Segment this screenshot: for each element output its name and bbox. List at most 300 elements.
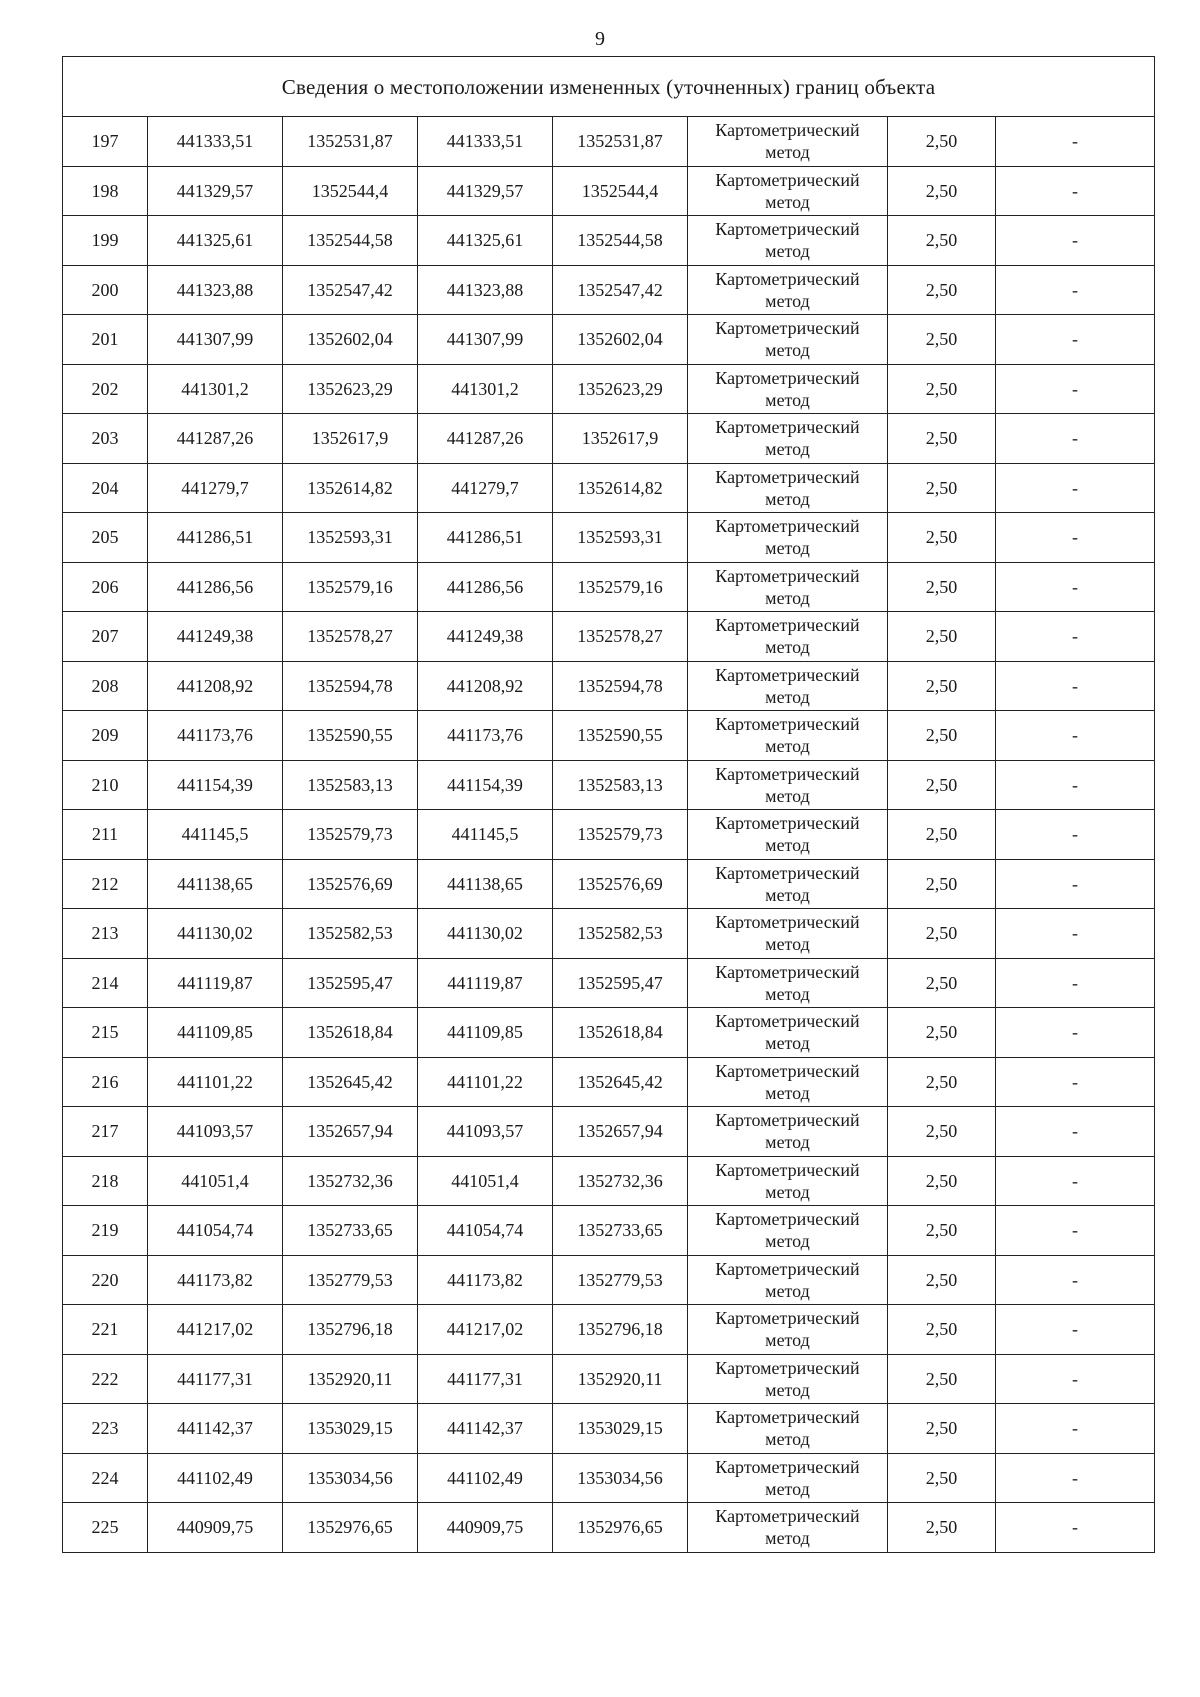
accuracy-cell: 2,50: [888, 1305, 996, 1355]
x-new-cell: 441325,61: [418, 216, 553, 266]
note-cell: -: [996, 1156, 1155, 1206]
table-row: [63, 810, 1155, 860]
x-new-cell: 441249,38: [418, 612, 553, 662]
method-cell: [688, 166, 888, 216]
accuracy-cell: 2,50: [888, 810, 996, 860]
accuracy-cell: 2,50: [888, 1453, 996, 1503]
y-new-cell: 1352576,69: [553, 859, 688, 909]
y-existing-cell: 1352618,84: [283, 1008, 418, 1058]
method-cell: [688, 1354, 888, 1404]
x-new-cell: 441130,02: [418, 909, 553, 959]
x-existing-cell: 441208,92: [148, 661, 283, 711]
method-line-2: метод: [765, 1429, 810, 1450]
table-row: [63, 1453, 1155, 1503]
method-line-2: метод: [765, 389, 810, 410]
method-line-2: метод: [765, 736, 810, 757]
x-existing-cell: 441286,51: [148, 513, 283, 563]
method-line-2: метод: [765, 884, 810, 905]
method-line-2: метод: [765, 1478, 810, 1499]
note-cell: -: [996, 364, 1155, 414]
method-line-1: Картометрический: [715, 1011, 860, 1032]
method-line-2: метод: [765, 142, 810, 163]
table-row: [63, 1404, 1155, 1454]
y-existing-cell: 1352582,53: [283, 909, 418, 959]
table-row: [63, 1503, 1155, 1553]
method-line-1: Картометрический: [715, 862, 860, 883]
point-number-cell: 202: [63, 364, 148, 414]
method-line-2: метод: [765, 340, 810, 361]
method-line-1: Картометрический: [715, 318, 860, 339]
x-new-cell: 440909,75: [418, 1503, 553, 1553]
x-new-cell: 441323,88: [418, 265, 553, 315]
point-number-cell: 212: [63, 859, 148, 909]
method-line-2: метод: [765, 785, 810, 806]
accuracy-cell: 2,50: [888, 1404, 996, 1454]
note-cell: -: [996, 612, 1155, 662]
method-line-2: метод: [765, 934, 810, 955]
point-number-cell: 203: [63, 414, 148, 464]
x-existing-cell: 441054,74: [148, 1206, 283, 1256]
method-cell: [688, 958, 888, 1008]
table-row: [63, 117, 1155, 167]
x-existing-cell: 441323,88: [148, 265, 283, 315]
method-cell: [688, 1503, 888, 1553]
x-new-cell: 441102,49: [418, 1453, 553, 1503]
method-line-2: метод: [765, 983, 810, 1004]
method-line-1: Картометрический: [715, 1209, 860, 1230]
method-cell: [688, 810, 888, 860]
table-row: [63, 414, 1155, 464]
method-line-1: Картометрический: [715, 1258, 860, 1279]
x-existing-cell: 441138,65: [148, 859, 283, 909]
y-new-cell: 1352579,16: [553, 562, 688, 612]
x-new-cell: 441051,4: [418, 1156, 553, 1206]
y-new-cell: 1352617,9: [553, 414, 688, 464]
note-cell: -: [996, 958, 1155, 1008]
point-number-cell: 222: [63, 1354, 148, 1404]
y-existing-cell: 1352583,13: [283, 760, 418, 810]
method-cell: [688, 117, 888, 167]
x-new-cell: 441307,99: [418, 315, 553, 365]
y-existing-cell: 1352602,04: [283, 315, 418, 365]
point-number-cell: 197: [63, 117, 148, 167]
y-existing-cell: 1353034,56: [283, 1453, 418, 1503]
table-row: [63, 315, 1155, 365]
table-row: [63, 661, 1155, 711]
y-existing-cell: 1352547,42: [283, 265, 418, 315]
note-cell: -: [996, 1453, 1155, 1503]
x-new-cell: 441109,85: [418, 1008, 553, 1058]
note-cell: -: [996, 562, 1155, 612]
y-existing-cell: 1352920,11: [283, 1354, 418, 1404]
method-cell: [688, 1107, 888, 1157]
x-existing-cell: 441130,02: [148, 909, 283, 959]
method-line-2: метод: [765, 290, 810, 311]
method-line-1: Картометрический: [715, 1308, 860, 1329]
note-cell: -: [996, 117, 1155, 167]
note-cell: -: [996, 1107, 1155, 1157]
method-cell: [688, 1008, 888, 1058]
x-existing-cell: 441101,22: [148, 1057, 283, 1107]
y-existing-cell: 1352623,29: [283, 364, 418, 414]
x-existing-cell: 441329,57: [148, 166, 283, 216]
table-row: [63, 463, 1155, 513]
y-new-cell: 1352796,18: [553, 1305, 688, 1355]
method-line-2: метод: [765, 439, 810, 460]
accuracy-cell: 2,50: [888, 1255, 996, 1305]
table-row: [63, 1057, 1155, 1107]
point-number-cell: 206: [63, 562, 148, 612]
table-title-row: [63, 57, 1155, 117]
method-cell: [688, 315, 888, 365]
table-row: [63, 216, 1155, 266]
point-number-cell: 198: [63, 166, 148, 216]
method-line-2: метод: [765, 1033, 810, 1054]
table-row: [63, 1156, 1155, 1206]
method-cell: [688, 760, 888, 810]
note-cell: -: [996, 1255, 1155, 1305]
y-existing-cell: 1352595,47: [283, 958, 418, 1008]
accuracy-cell: 2,50: [888, 364, 996, 414]
accuracy-cell: 2,50: [888, 463, 996, 513]
y-existing-cell: 1352779,53: [283, 1255, 418, 1305]
point-number-cell: 207: [63, 612, 148, 662]
point-number-cell: 214: [63, 958, 148, 1008]
method-line-1: Картометрический: [715, 367, 860, 388]
note-cell: -: [996, 909, 1155, 959]
point-number-cell: 215: [63, 1008, 148, 1058]
x-new-cell: 441286,56: [418, 562, 553, 612]
y-existing-cell: 1352733,65: [283, 1206, 418, 1256]
method-line-2: метод: [765, 686, 810, 707]
y-new-cell: 1352645,42: [553, 1057, 688, 1107]
accuracy-cell: 2,50: [888, 760, 996, 810]
note-cell: -: [996, 265, 1155, 315]
x-new-cell: 441173,82: [418, 1255, 553, 1305]
note-cell: -: [996, 414, 1155, 464]
point-number-cell: 220: [63, 1255, 148, 1305]
table-title: Сведения о местоположении измененных (уточненных) границ объекта: [63, 57, 1155, 117]
y-new-cell: 1352779,53: [553, 1255, 688, 1305]
y-existing-cell: 1352590,55: [283, 711, 418, 761]
method-line-1: Картометрический: [715, 1407, 860, 1428]
note-cell: -: [996, 1354, 1155, 1404]
method-line-1: Картометрический: [715, 1456, 860, 1477]
x-existing-cell: 441173,82: [148, 1255, 283, 1305]
method-line-1: Картометрический: [715, 714, 860, 735]
y-new-cell: 1352602,04: [553, 315, 688, 365]
method-line-2: метод: [765, 191, 810, 212]
y-existing-cell: 1352579,73: [283, 810, 418, 860]
table-row: [63, 711, 1155, 761]
point-number-cell: 209: [63, 711, 148, 761]
method-cell: [688, 562, 888, 612]
point-number-cell: 200: [63, 265, 148, 315]
x-existing-cell: 441154,39: [148, 760, 283, 810]
table-row: [63, 958, 1155, 1008]
method-line-2: метод: [765, 1528, 810, 1549]
x-new-cell: 441329,57: [418, 166, 553, 216]
x-existing-cell: 441325,61: [148, 216, 283, 266]
x-existing-cell: 441173,76: [148, 711, 283, 761]
point-number-cell: 221: [63, 1305, 148, 1355]
y-new-cell: 1352976,65: [553, 1503, 688, 1553]
y-existing-cell: 1352976,65: [283, 1503, 418, 1553]
x-new-cell: 441154,39: [418, 760, 553, 810]
note-cell: -: [996, 463, 1155, 513]
method-line-2: метод: [765, 1280, 810, 1301]
y-existing-cell: 1352732,36: [283, 1156, 418, 1206]
method-line-2: метод: [765, 587, 810, 608]
method-line-1: Картометрический: [715, 1357, 860, 1378]
table-row: [63, 1008, 1155, 1058]
note-cell: -: [996, 711, 1155, 761]
accuracy-cell: 2,50: [888, 414, 996, 464]
table-row: [63, 513, 1155, 563]
x-new-cell: 441173,76: [418, 711, 553, 761]
note-cell: -: [996, 513, 1155, 563]
x-new-cell: 441119,87: [418, 958, 553, 1008]
y-new-cell: 1352594,78: [553, 661, 688, 711]
method-cell: [688, 216, 888, 266]
method-line-1: Картометрический: [715, 516, 860, 537]
method-line-2: метод: [765, 1082, 810, 1103]
point-number-cell: 225: [63, 1503, 148, 1553]
x-new-cell: 441177,31: [418, 1354, 553, 1404]
method-line-1: Картометрический: [715, 565, 860, 586]
point-number-cell: 223: [63, 1404, 148, 1454]
accuracy-cell: 2,50: [888, 1354, 996, 1404]
point-number-cell: 224: [63, 1453, 148, 1503]
point-number-cell: 217: [63, 1107, 148, 1157]
accuracy-cell: 2,50: [888, 1206, 996, 1256]
accuracy-cell: 2,50: [888, 513, 996, 563]
method-line-1: Картометрический: [715, 169, 860, 190]
note-cell: -: [996, 661, 1155, 711]
y-existing-cell: 1352645,42: [283, 1057, 418, 1107]
y-new-cell: 1352531,87: [553, 117, 688, 167]
y-existing-cell: 1352544,4: [283, 166, 418, 216]
y-existing-cell: 1352578,27: [283, 612, 418, 662]
method-line-1: Картометрический: [715, 615, 860, 636]
note-cell: -: [996, 1008, 1155, 1058]
method-cell: [688, 1156, 888, 1206]
method-line-1: Картометрический: [715, 961, 860, 982]
note-cell: -: [996, 859, 1155, 909]
method-line-2: метод: [765, 1379, 810, 1400]
x-new-cell: 441301,2: [418, 364, 553, 414]
table-row: [63, 1107, 1155, 1157]
method-line-1: Картометрический: [715, 912, 860, 933]
method-line-1: Картометрический: [715, 763, 860, 784]
y-new-cell: 1352614,82: [553, 463, 688, 513]
method-line-2: метод: [765, 1330, 810, 1351]
y-new-cell: 1352579,73: [553, 810, 688, 860]
point-number-cell: 201: [63, 315, 148, 365]
accuracy-cell: 2,50: [888, 562, 996, 612]
y-existing-cell: 1352617,9: [283, 414, 418, 464]
method-line-2: метод: [765, 241, 810, 262]
y-new-cell: 1352590,55: [553, 711, 688, 761]
x-new-cell: 441145,5: [418, 810, 553, 860]
method-cell: [688, 909, 888, 959]
accuracy-cell: 2,50: [888, 1107, 996, 1157]
method-line-2: метод: [765, 488, 810, 509]
note-cell: -: [996, 760, 1155, 810]
point-number-cell: 208: [63, 661, 148, 711]
table-row: [63, 364, 1155, 414]
x-new-cell: 441287,26: [418, 414, 553, 464]
y-new-cell: 1352547,42: [553, 265, 688, 315]
note-cell: -: [996, 1057, 1155, 1107]
x-new-cell: 441101,22: [418, 1057, 553, 1107]
note-cell: -: [996, 216, 1155, 266]
x-existing-cell: 441093,57: [148, 1107, 283, 1157]
y-existing-cell: 1352531,87: [283, 117, 418, 167]
method-line-1: Картометрический: [715, 1159, 860, 1180]
point-number-cell: 213: [63, 909, 148, 959]
x-existing-cell: 441286,56: [148, 562, 283, 612]
method-cell: [688, 265, 888, 315]
table-row: [63, 1305, 1155, 1355]
x-existing-cell: 441249,38: [148, 612, 283, 662]
x-new-cell: 441138,65: [418, 859, 553, 909]
method-line-2: метод: [765, 1181, 810, 1202]
note-cell: -: [996, 315, 1155, 365]
accuracy-cell: 2,50: [888, 958, 996, 1008]
method-cell: [688, 711, 888, 761]
x-existing-cell: 441051,4: [148, 1156, 283, 1206]
method-line-2: метод: [765, 538, 810, 559]
method-cell: [688, 1255, 888, 1305]
table-row: [63, 166, 1155, 216]
method-line-1: Картометрический: [715, 664, 860, 685]
method-cell: [688, 1206, 888, 1256]
y-existing-cell: 1352593,31: [283, 513, 418, 563]
table-row: [63, 1206, 1155, 1256]
point-number-cell: 216: [63, 1057, 148, 1107]
x-new-cell: 441054,74: [418, 1206, 553, 1256]
x-existing-cell: 441279,7: [148, 463, 283, 513]
note-cell: -: [996, 166, 1155, 216]
method-cell: [688, 414, 888, 464]
point-number-cell: 211: [63, 810, 148, 860]
y-new-cell: 1353029,15: [553, 1404, 688, 1454]
method-line-1: Картометрический: [715, 219, 860, 240]
method-line-1: Картометрический: [715, 268, 860, 289]
accuracy-cell: 2,50: [888, 661, 996, 711]
y-new-cell: 1352733,65: [553, 1206, 688, 1256]
x-existing-cell: 441102,49: [148, 1453, 283, 1503]
note-cell: -: [996, 1404, 1155, 1454]
table-row: [63, 1354, 1155, 1404]
accuracy-cell: 2,50: [888, 166, 996, 216]
point-number-cell: 218: [63, 1156, 148, 1206]
point-number-cell: 204: [63, 463, 148, 513]
accuracy-cell: 2,50: [888, 265, 996, 315]
method-line-1: Картометрический: [715, 417, 860, 438]
table-row: [63, 1255, 1155, 1305]
note-cell: -: [996, 1206, 1155, 1256]
y-existing-cell: 1352579,16: [283, 562, 418, 612]
x-new-cell: 441208,92: [418, 661, 553, 711]
method-line-1: Картометрический: [715, 1110, 860, 1131]
y-new-cell: 1352657,94: [553, 1107, 688, 1157]
method-cell: [688, 661, 888, 711]
table-row: [63, 562, 1155, 612]
method-cell: [688, 1305, 888, 1355]
x-existing-cell: 441145,5: [148, 810, 283, 860]
x-existing-cell: 441142,37: [148, 1404, 283, 1454]
method-line-1: Картометрический: [715, 466, 860, 487]
y-existing-cell: 1352576,69: [283, 859, 418, 909]
method-line-2: метод: [765, 1231, 810, 1252]
x-new-cell: 441142,37: [418, 1404, 553, 1454]
x-existing-cell: 441177,31: [148, 1354, 283, 1404]
x-new-cell: 441279,7: [418, 463, 553, 513]
y-new-cell: 1352618,84: [553, 1008, 688, 1058]
x-new-cell: 441093,57: [418, 1107, 553, 1157]
accuracy-cell: 2,50: [888, 216, 996, 266]
point-number-cell: 219: [63, 1206, 148, 1256]
table-row: [63, 909, 1155, 959]
y-existing-cell: 1352796,18: [283, 1305, 418, 1355]
x-existing-cell: 441307,99: [148, 315, 283, 365]
method-line-2: метод: [765, 1132, 810, 1153]
accuracy-cell: 2,50: [888, 1503, 996, 1553]
x-existing-cell: 441119,87: [148, 958, 283, 1008]
method-line-1: Картометрический: [715, 813, 860, 834]
accuracy-cell: 2,50: [888, 1156, 996, 1206]
x-existing-cell: 441217,02: [148, 1305, 283, 1355]
x-new-cell: 441217,02: [418, 1305, 553, 1355]
y-new-cell: 1352544,58: [553, 216, 688, 266]
y-new-cell: 1352623,29: [553, 364, 688, 414]
y-new-cell: 1352582,53: [553, 909, 688, 959]
table-row: [63, 265, 1155, 315]
x-existing-cell: 441333,51: [148, 117, 283, 167]
accuracy-cell: 2,50: [888, 909, 996, 959]
method-line-1: Картометрический: [715, 1506, 860, 1527]
x-existing-cell: 441287,26: [148, 414, 283, 464]
point-number-cell: 199: [63, 216, 148, 266]
note-cell: -: [996, 1503, 1155, 1553]
y-new-cell: 1352583,13: [553, 760, 688, 810]
method-cell: [688, 1453, 888, 1503]
y-new-cell: 1352732,36: [553, 1156, 688, 1206]
method-line-2: метод: [765, 835, 810, 856]
accuracy-cell: 2,50: [888, 117, 996, 167]
y-new-cell: 1352595,47: [553, 958, 688, 1008]
method-cell: [688, 1057, 888, 1107]
accuracy-cell: 2,50: [888, 612, 996, 662]
y-new-cell: 1353034,56: [553, 1453, 688, 1503]
method-cell: [688, 1404, 888, 1454]
method-cell: [688, 463, 888, 513]
note-cell: -: [996, 810, 1155, 860]
y-existing-cell: 1352544,58: [283, 216, 418, 266]
y-new-cell: 1352920,11: [553, 1354, 688, 1404]
page-number: 9: [595, 28, 605, 50]
accuracy-cell: 2,50: [888, 1057, 996, 1107]
table-row: [63, 760, 1155, 810]
accuracy-cell: 2,50: [888, 315, 996, 365]
y-existing-cell: 1352657,94: [283, 1107, 418, 1157]
accuracy-cell: 2,50: [888, 1008, 996, 1058]
method-cell: [688, 364, 888, 414]
point-number-cell: 205: [63, 513, 148, 563]
x-new-cell: 441333,51: [418, 117, 553, 167]
